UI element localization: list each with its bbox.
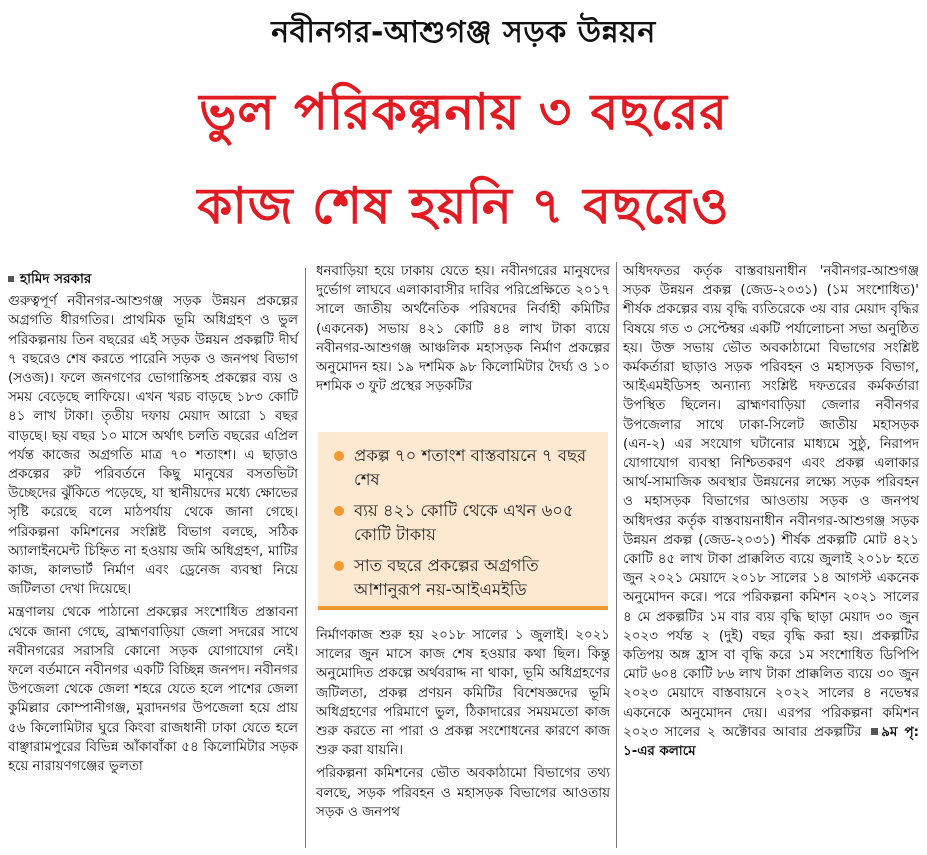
highlight-item <box>332 554 598 602</box>
headline-line-2: কাজ শেষ হয়নি ৭ বছরেও <box>197 177 730 235</box>
highlight-text: ব্যয় ৪২১ কোটি থেকে এখন ৬০৫ কোটি টাকায় <box>354 501 574 544</box>
paragraph: মন্ত্রণালয় থেকে পাঠানো প্রকল্পের সংশোধিত প্রস্তাবনা থেকে জানা গেছে, ব্রাহ্মণবাড়িয়া জেলা সদরের সাথে নবীনগরের সরাসরি কোনো সড়ক যোগাযোগ নেই। ফলে বর্তমানে নবীনগর একটি বিচ্ছিন্ন জনপদ। নবীনগর উপজেলা থেকে জেলা শহরে যেতে হলে পাশের জেলা কুমিল্লার কোম্পানীগঞ্জ, মুরাদনগর উপজেলা হয়ে প্রায় ৫৬ কিলোমিটার ঘুরে কিংবা রাজধানী ঢাকা যেতে হলে বাঞ্ছারামপুরের বিভিন্ন আঁকাবাঁকা ৫৪ কিলোমিটার সড়ক হয়ে নারায়ণগঞ্জের ভুলতা <box>8 605 298 775</box>
paragraph: ধনবাড়িয়া হয়ে ঢাকায় যেতে হয়। নবীনগরের মানুষদের দুর্ভোগ লাঘবে এলাকাবাসীর দাবির পরিপ্রেক্ষিতে ২০১৭ সালে জাতীয় অর্থনৈতিক পরিষদের নির্বাহী কমিটির (একনেক) সভায় ৪২১ কোটি ৪৪ লাখ টাকা ব্যয়ে নবীনগর-আশুগঞ্জ আঞ্চলিক মহাসড়ক নির্মাণ প্রকল্পের অনুমোদন হয়। ১৯ দশমিক ৯৮ কিলোমিটার দৈর্ঘ্য ও ১০ দশমিক ৩ ফুট প্রস্থের সড়কটির <box>316 264 610 395</box>
highlight-text: প্রকল্প ৭০ শতাংশ বাস্তবায়নে ৭ বছর শেষ <box>354 446 587 489</box>
paragraph: গুরুত্বপূর্ণ নবীনগর-আশুগঞ্জ সড়ক উন্নয়ন প্রকল্পের অগ্রগতি ধীরগতির। প্রাথমিক ভূমি অধিগ্রহণ ও ভুল পরিকল্পনায় তিন বছরের এই সড়ক উন্নয়ন প্রকল্পটি দীর্ঘ ৭ বছরেও শেষ করতে পারেনি সড়ক ও জনপথ বিভাগ (সওজ)। ফলে জনগণের ভোগান্তিসহ প্রকল্পের ব্যয় ও সময় বেড়েছে লাফিয়ে। এখন খরচ বাড়ছে ১৮৩ কোটি ৪১ লাখ টাকা। তৃতীয় দফায় মেয়াদ আরো ১ বছর বাড়ছে। ছয় বছর ১০ মাসে অর্থাৎ চলতি বছরের এপ্রিল পর্যন্ত কাজের অগ্রগতি মাত্র ৭০ শতাংশ। এ ছাড়াও প্রকল্পের রুট পরিবর্তনে কিছু মানুষের বসতভিটা উচ্ছেদের ঝুঁকিতে পড়েছে, যা স্থানীয়দের মধ্যে ক্ষোভের সৃষ্টি করেছে বলে মাঠপর্যায় থেকে জানা গেছে। পরিকল্পনা কমিশনের সংশ্লিষ্ট বিভাগ বলছে, সঠিক অ্যালাইনমেন্ট চিহ্নিত না হওয়ায় জমি অধিগ্রহণ, মাটির কাজ, কালভার্ট নির্মাণ এবং ড্রেনেজ ব্যবস্থা নিয়ে জটিলতা দেখা দিয়েছে। <box>8 294 298 598</box>
article-column-2-bottom <box>316 626 610 826</box>
continued-reference: ৯ম পৃ: ১-এর কলামে <box>623 724 919 760</box>
author-name: হামিদ সরকার <box>20 271 92 287</box>
paragraph <box>623 262 919 761</box>
paragraph-text: অধিদফতর কর্তৃক বাস্তবায়নাধীন 'নবীনগর-আশুগঞ্জ সড়ক উন্নয়ন প্রকল্প (জেড-২০৩১) (১ম সংশোধিত)' শীর্ষক প্রকল্পের ব্যয় বৃদ্ধি ব্যতিরেকে ৩য় বার মেয়াদ বৃদ্ধির বিষয়ে গত ৩ সেপ্টেম্বর একটি পর্যালোচনা সভা অনুষ্ঠিত হয়। উক্ত সভায় ভৌত অবকাঠামো বিভাগের সংশ্লিষ্ট কর্মকর্তারা ছাড়াও সড়ক পরিবহন ও মহাসড়ক বিভাগ, আইএমইডিসহ অন্যান্য সংশ্লিষ্ট দফতরের কর্মকর্তারা উপস্থিত ছিলেন। ব্রাহ্মণবাড়িয়া জেলার নবীনগর উপজেলার সাথে ঢাকা-সিলেট জাতীয় মহাসড়ক (এন-২) এর সংযোগ ঘটানোর মাধ্যমে সুষ্ঠু, নিরাপদ যোগাযোগ ব্যবস্থা নিশ্চিতকরণ এবং প্রকল্প এলাকার আর্থ-সামাজিক অবস্থার উন্নয়নের লক্ষ্যে সড়ক পরিবহন ও মহাসড়ক বিভাগের আওতায় সড়ক ও জনপথ অধিদপ্তর কর্তৃক বাস্তবায়নাধীন নবীনগর-আশুগঞ্জ সড়ক উন্নয়ন প্রকল্প (জেড-২০৩১) শীর্ষক প্রকল্পটি মোট ৪২১ কোটি ৪৫ লাখ টাকা প্রাক্কলিত ব্যয়ে জুলাই ২০১৮ হতে জুন ২০২১ মেয়াদে ২০১৮ সালের ১৪ আগস্ট একনেক অনুমোদন করে। পরে পরিকল্পনা কমিশন ২০২১ সালের ৪ মে প্রকল্পটির ১ম বার ব্যয় বৃদ্ধি ছাড়া মেয়াদ ৩০ জুন ২০২৩ পর্যন্ত ২ (দুই) বছর বৃদ্ধি করা হয়। প্রকল্পটির কতিপয় অঙ্গ হ্রাস বা বৃদ্ধি করে ১ম সংশোধিত ডিপিপি মোট ৬০৪ কোটি ৮৬ লাখ টাকা প্রাক্কলিত ব্যয়ে ৩০ জুন ২০২৩ মেয়াদে বাস্তবায়নে ২০২২ সালের ৪ নভেম্বর একনেকে অনুমোদন দেয়। এরপর পরিকল্পনা কমিশন ২০২৩ সালের ২ অক্টোবর আবার প্রকল্পটির <box>623 264 919 740</box>
highlight-item <box>332 444 598 492</box>
paragraph: নির্মাণকাজ শুরু হয় ২০১৮ সালের ১ জুলাই। ২০২১ সালের জুন মাসে কাজ শেষ হওয়ার কথা ছিল। কিন্তু অনুমোদিত প্রকল্পে অর্থবরাদ্দ না থাকা, ভূমি অধিগ্রহণের জটিলতা, প্রকল্প প্রণয়ন কমিটির বিশেষজ্ঞদের ভূমি অধিগ্রহণের পরিমাণে ভুল, ঠিকাদারের সময়মতো কাজ শুরু করতে না পারা ও প্রকল্প সংশোধনের কারণে কাজ শুরু করা যায়নি। <box>316 628 610 759</box>
highlight-item <box>332 499 598 547</box>
kicker-title: নবীনগর-আশুগঞ্জ সড়ক উন্নয়ন <box>271 15 656 50</box>
bullet-dot-icon <box>334 451 344 461</box>
column-divider <box>305 268 306 848</box>
square-bullet-icon <box>8 276 14 282</box>
bullet-dot-icon <box>334 561 344 571</box>
paragraph: পরিকল্পনা কমিশনের ভৌত অবকাঠামো বিভাগের তথ্য বলছে, সড়ক পরিবহন ও মহাসড়ক বিভাগের আওতায় সড়ক ও জনপথ <box>316 766 610 820</box>
article-column-1 <box>8 270 298 780</box>
article-column-3 <box>623 262 919 765</box>
headline-line-1: ভুল পরিকল্পনায় ৩ বছরের <box>199 83 728 141</box>
column-divider <box>616 262 617 848</box>
highlight-text: সাত বছরে প্রকল্পের অগ্রগতি আশানুরূপ নয়-আইএমইডি <box>354 556 539 599</box>
bullet-dot-icon <box>334 506 344 516</box>
highlight-box <box>318 432 608 610</box>
article-column-2-top <box>316 262 610 400</box>
square-bullet-icon <box>871 728 878 735</box>
byline <box>8 270 298 289</box>
